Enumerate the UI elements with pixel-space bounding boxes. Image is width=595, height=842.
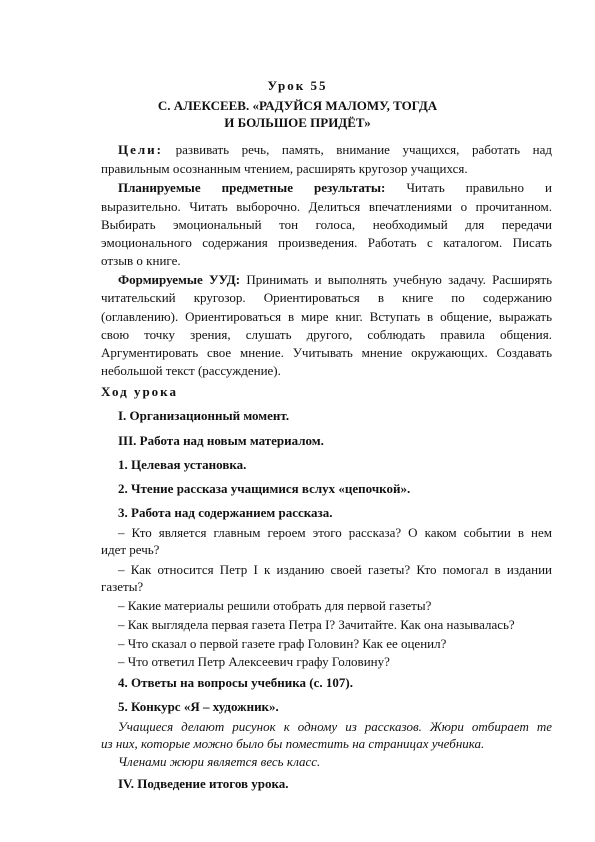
question-2-line-1: – Как относится Петр I к изданию своей газеты? Кто помогал в издании xyxy=(118,562,552,577)
uud-line-4: свою точку зрения, слушать другого, соблюдать правила общения. xyxy=(101,327,552,342)
lesson-number: Урок 55 xyxy=(267,78,328,93)
lesson-title-line-2: И БОЛЬШОЕ ПРИДЁТ» xyxy=(224,115,371,130)
question-2-line-2: газеты? xyxy=(101,579,144,594)
planned-line-1 xyxy=(118,180,552,196)
goals-line-2: правильным осознанным чтением, расширять кругозор учащихся. xyxy=(101,161,468,176)
question-5: – Что сказал о первой газете граф Головин? Как ее оценил? xyxy=(118,636,447,651)
planned-line-3: Выбирать эмоциональный тон голоса, необходимый для передачи xyxy=(101,217,552,232)
goals-text-1: развивать речь, память, внимание учащихся, работать над xyxy=(175,142,552,157)
goals-label: Цели: xyxy=(118,142,163,157)
planned-line-4: эмоционального содержания произведения. Работать с каталогом. Писать xyxy=(101,235,552,250)
section-1-heading: I. Организационный момент. xyxy=(118,408,290,423)
question-6: – Что ответил Петр Алексеевич графу Головину? xyxy=(118,654,390,669)
step-2-heading: 2. Чтение рассказа учащимися вслух «цепочкой». xyxy=(118,481,411,496)
section-3-heading: III. Работа над новым материалом. xyxy=(118,433,324,448)
step-3-heading: 3. Работа над содержанием рассказа. xyxy=(118,505,333,520)
question-4: – Как выглядела первая газета Петра I? Зачитайте. Как она называлась? xyxy=(118,617,515,632)
step-5-heading: 5. Конкурс «Я – художник». xyxy=(118,699,279,714)
step-4-heading: 4. Ответы на вопросы учебника (с. 107). xyxy=(118,675,353,690)
progress-heading: Ход урока xyxy=(101,384,178,399)
uud-line-1 xyxy=(118,272,552,288)
planned-line-5: отзыв о книге. xyxy=(101,253,181,268)
goals-line-1 xyxy=(118,142,552,158)
question-3: – Какие материалы решили отобрать для первой газеты? xyxy=(118,598,432,613)
lesson-title-line-1: С. АЛЕКСЕЕВ. «РАДУЙСЯ МАЛОМУ, ТОГДА xyxy=(157,98,438,113)
planned-label: Планируемые предметные результаты: xyxy=(118,180,386,195)
uud-line-5: Аргументировать свое мнение. Учитывать мнение окружающих. Создавать xyxy=(101,345,552,360)
uud-label: Формируемые УУД: xyxy=(118,272,241,287)
question-1-line-2: идет речь? xyxy=(101,542,160,557)
section-4-heading: IV. Подведение итогов урока. xyxy=(118,776,289,791)
uud-line-6: небольшой текст (рассуждение). xyxy=(101,363,281,378)
uud-line-3: (оглавлению). Ориентироваться в мире книг. Вступать в общение, выражать xyxy=(101,309,552,324)
art-contest-line-1: Учащиеся делают рисунок к одному из рассказов. Жюри отбирает те xyxy=(118,719,552,734)
art-contest-line-3: Членами жюри является весь класс. xyxy=(118,754,321,769)
planned-text-1: Читать правильно и xyxy=(406,180,553,195)
uud-text-1: Принимать и выполнять учебную задачу. Расширять xyxy=(246,272,553,287)
question-1-line-1: – Кто является главным героем этого рассказа? О каком событии в нем xyxy=(118,525,552,540)
uud-line-2: читательский кругозор. Ориентироваться в книге по содержанию xyxy=(101,290,552,305)
planned-line-2: выразительно. Читать выборочно. Делиться впечатлениями о прочитанном. xyxy=(101,199,552,214)
art-contest-line-2: из них, которые можно было бы поместить на страницах учебника. xyxy=(101,736,485,751)
step-1-heading: 1. Целевая установка. xyxy=(118,457,247,472)
